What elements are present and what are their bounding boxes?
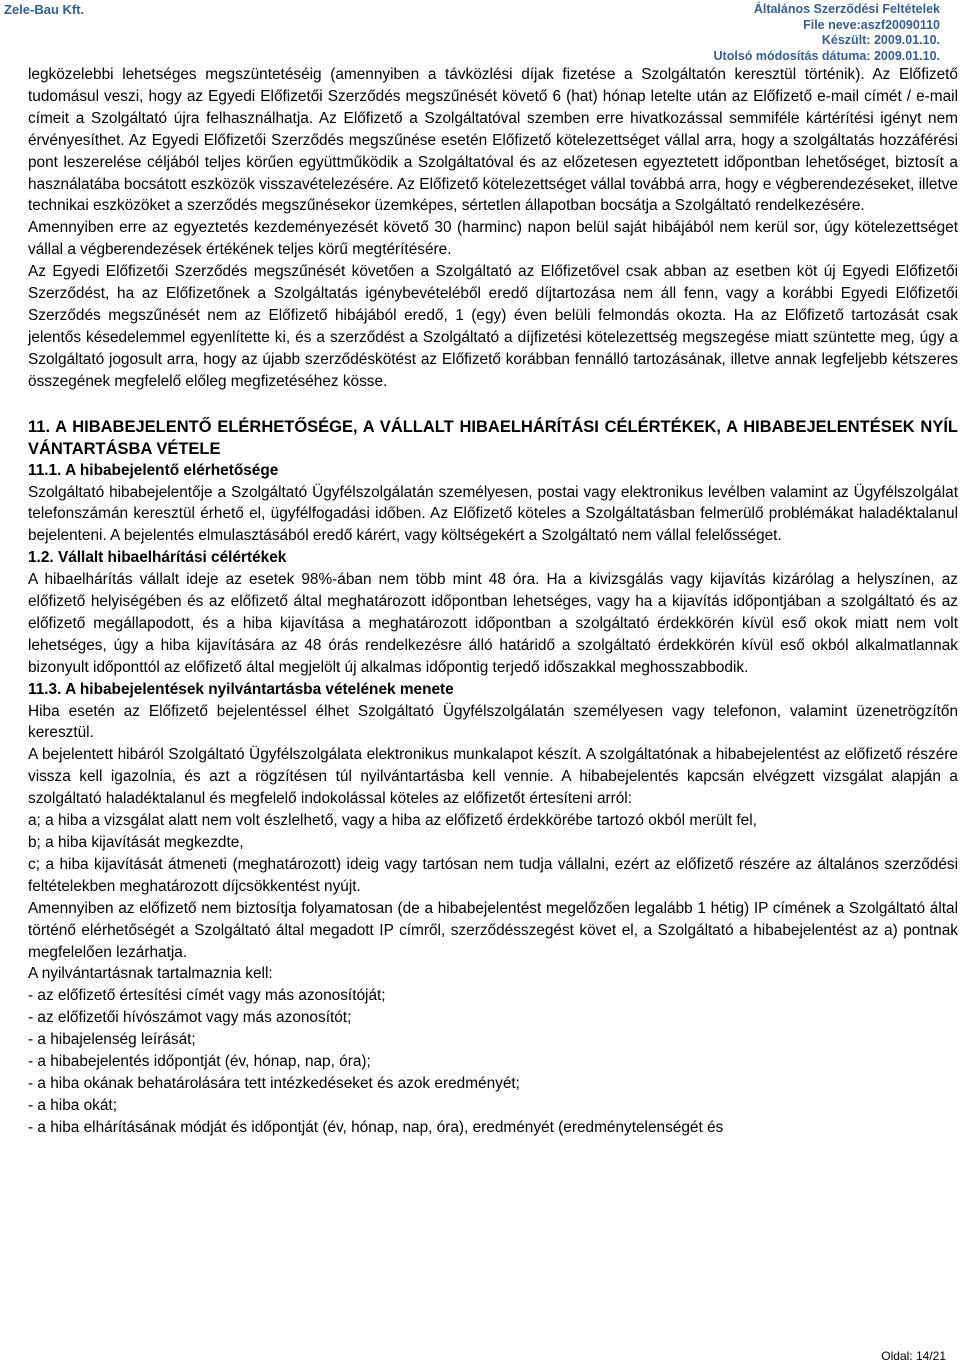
header-meta [714,2,940,64]
list-item: b; a hiba kijavítását megkezdte, [28,834,244,851]
list-item: - a hiba okának behatárolására tett intézkedéseket és azok eredményét; [28,1074,520,1092]
paragraph: Amennyiben az előfizető nem biztosítja folyamatosan (de a hibabejelentést megelőzően legalább 1 hétig) IP címének a Szolgáltató által történő elérhetőségét a Szolgáltató által megadott IP címről, szerződésszegést követ el, a Szolgáltató a hibabejelentést az a) pontnak megfelelően lezárhatja. [28,899,958,961]
company-name: Zele-Bau Kft. [4,2,85,17]
created-date: Készült: 2009.01.10. [821,33,940,47]
subsection-heading: 11.1. A hibabejelentő elérhetősége [28,461,279,479]
section-heading: 11. A HIBABEJELENTŐ ELÉRHETŐSÉGE, A VÁLLALT HIBAELHÁRÍTÁSI CÉLÉRTÉKEK, A HIBABEJELENTÉSEK NYÍL VÁNTARTÁSBA VÉTELE [28,417,958,458]
paragraph: legközelebbi lehetséges megszüntetéséig (amennyiben a távközlési díjak fizetése a Szolgáltatón keresztül történik). Az Előfizető tudomásul veszi, hogy az Egyedi Előfizetői Szerződés megszűnését követő 6 (hat) hónap letelte után az Előfizető e-mail címét / e-mail címeit a Szolgáltató újra felhasználhatja. Az Előfizető a Szolgáltatóval szemben erre hivatkozással semmiféle kártérítési igényt nem érvényesíthet. Az Egyedi Előfizetői Szerződés megszűnése esetén Előfizető kötelezettséget vállal arra, hogy a szolgáltatás hozzáférési pont leszerelése céljából teljes körűen együttműködik a Szolgáltatóval és az előzetesen egyeztetett időpontban lehetőséget, biztosít a használatába bocsátott eszközök visszavételezésére. Az Előfizető kötelezettséget vállal továbbá arra, hogy e végberendezéseket, illetve technikai eszközöket a szerződés megszűnésekor üzemképes, sértetlen állapotban bocsátja a Szolgáltató rendelkezésére. [28,66,958,215]
paragraph: A nyilvántartásnak tartalmaznia kell: [28,965,273,983]
modified-date: Utolsó módosítás dátuma: 2009.01.10. [713,48,940,63]
list-item: - a hiba okát; [28,1096,117,1114]
list-item: - az előfizetői hívószámot vagy más azonosítót; [28,1009,352,1027]
paragraph: Hiba esetén az Előfizető bejelentéssel élhet Szolgáltató Ügyfélszolgálatán személyesen vagy telefonon, valamint üzenetrögzítőn keresztül. [28,702,958,742]
record-requirements-list [28,985,958,1138]
list-item: - a hibabejelentés időpontját (év, hónap, nap, óra); [28,1053,371,1071]
paragraph: A hibaelhárítás vállalt ideje az esetek 98%-ában nem több mint 48 óra. Ha a kivizsgálás vagy kijavítás kizárólag a helyszínen, az előfizető helyiségében és az előfizető által meghatározott időpontban lehetséges, vagy ha a kijavítás időpontjában a szolgáltató és az előfizető megállapodott, és a hiba kijavítása a meghatározott időpontban a szolgáltató érdekkörén kívül eső okok miatt nem volt lehetséges, úgy a hiba kijavítására az 48 órás rendelkezésre álló határidő a szolgáltató érdekkörén kívül eső okból alkalmatlannak bizonyult időponttól az előfizető által megjelölt új alkalmas időpontig terjedő időszakkal meghosszabbodik. [28,571,958,676]
list-item: c; a hiba kijavítását átmeneti (meghatározott) ideig vagy tartósan nem tudja vállalni, ezért az előfizető részére az általános szerződési feltételekben meghatározott díjcsökkentést nyújt. [28,855,958,895]
subsection-heading: 1.2. Vállalt hibaelhárítási célértékek [28,549,287,567]
list-item: - az előfizető értesítési címét vagy más azonosítóját; [28,987,386,1005]
list-item: - a hibajelenség leírását; [28,1031,196,1049]
paragraph: Az Egyedi Előfizetői Szerződés megszűnését követően a Szolgáltató az Előfizetővel csak abban az esetben köt új Egyedi Előfizetői Szerződést, ha az Előfizetőnek a Szolgáltatás igénybevételéből eredő díjtartozása nem áll fenn, vagy a korábbi Egyedi Előfizetői Szerződés megszűnését nem az Előfizető hibájából eredő, 1 (egy) éven belüli felmondás okozta. Ha az Előfizető tartozását csak jelentős késedelemmel egyenlítette ki, és a szerződést a Szolgáltató a díjfizetési kötelezettség megszegése miatt szüntette meg, úgy a Szolgáltató jogosult arra, hogy az újabb szerződéskötést az Előfizető korábban fennálló tartozásának, illetve annak legfeljebb kétszeres összegének megfelelő előleg megfizetéséhez kösse. [28,263,958,390]
paragraph: Szolgáltató hibabejelentője a Szolgáltató Ügyfélszolgálatán személyesen, postai vagy elektronikus levélben valamint az Ügyfélszolgálat telefonszámán keresztül érhető el, ügyfélfogadási időben. Az Előfizető köteles a Szolgáltatásban felmerülő problémákat haladéktalanul bejelenteni. A bejelentés elmulasztásából eredő kárért, vagy költségekért a Szolgáltató nem vállal felelősséget. [28,483,958,545]
doc-title: Általános Szerződési Feltételek [753,2,940,16]
file-name: File neve:aszf20090110 [803,17,940,32]
page-header [0,0,960,62]
list-item: - a hiba elhárításának módját és időpontját (év, hónap, nap, óra), eredményét (eredménytelenségét és [28,1118,724,1136]
paragraph: Amennyiben erre az egyeztetés kezdeményezését követő 30 (harminc) napon belül saját hibájából nem kerül sor, úgy kötelezettséget vállal a végberendezések értékének teljes körű megtérítésére. [28,219,958,259]
page-number: Oldal: 14/21 [881,1349,946,1363]
document-body [28,64,958,1139]
list-item: a; a hiba a vizsgálat alatt nem volt észlelhető, vagy a hiba az előfizető érdekkörébe tartozó okból merült fel, [28,812,757,830]
subsection-heading: 11.3. A hibabejelentések nyilvántartásba vételének menete [28,680,454,698]
paragraph: A bejelentett hibáról Szolgáltató Ügyfélszolgálata elektronikus munkalapot készít. A szolgáltatónak a hibabejelentést az előfizető részére vissza kell igazolnia, és azt a rögzítésen túl nyilvántartásba kell vennie. A hibabejelentés kapcsán elvégzett vizsgálat alapján a szolgáltató haladéktalanul és megfelelő indokolással köteles az előfizetőt értesíteni arról: [28,746,958,808]
